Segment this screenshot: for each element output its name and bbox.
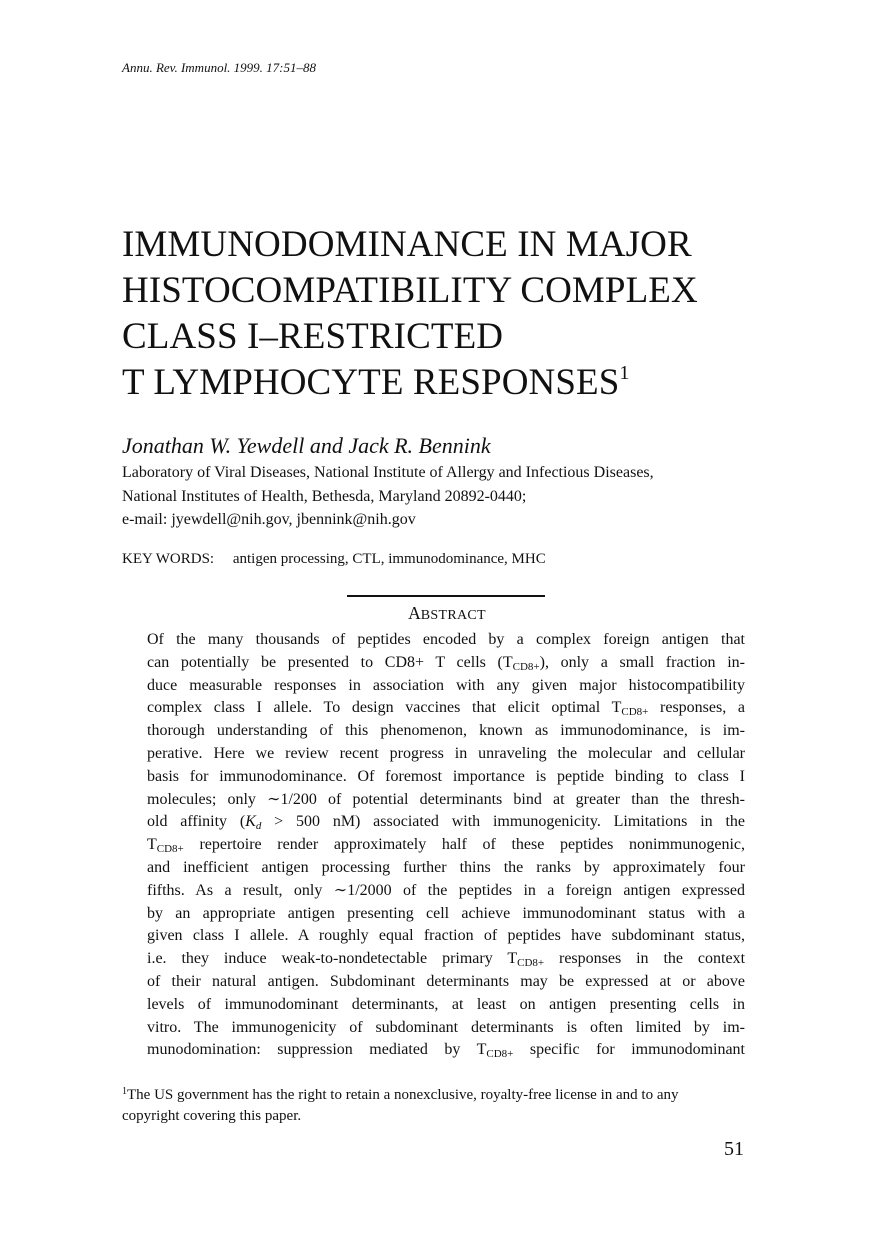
abstract-line: duce measurable responses in association with any given major histocompatibility [147,676,745,694]
kd-symbol: K [245,813,256,831]
abstract-text: responses in the context [544,950,746,968]
abstract-text: old affinity ( [147,813,246,831]
affiliation-line: National Institutes of Health, Bethesda, Maryland 20892-0440; [122,487,527,505]
page-number: 51 [724,1138,744,1160]
cd8-subscript: CD8+ [621,706,649,719]
authors: Jonathan W. Yewdell and Jack R. Bennink [122,433,491,458]
cd8-subscript: CD8+ [156,843,184,856]
title-footnote-mark: 1 [619,362,630,384]
abstract-text: repertoire render approximately half of these peptides nonimmunogenic, [183,836,745,854]
cd8-subscript: CD8+ [486,1048,514,1061]
footnote [122,1085,782,1127]
abstract-text: can potentially be presented to CD8+ T cells (T [147,653,513,671]
abstract-heading-rest: BSTRACT [420,608,486,623]
affiliation [122,461,654,532]
paper-title [122,222,698,406]
footnote-line: copyright covering this paper. [122,1108,302,1124]
abstract-text: ), only a small fraction in- [539,653,745,671]
affiliation-line: Laboratory of Viral Diseases, National Institute of Allergy and Infectious Diseases, [122,464,654,481]
abstract-line: molecules; only ∼1/200 of potential determinants bind at greater than the thresh- [147,790,745,808]
abstract-text: complex class I allele. To design vaccines that elicit optimal T [147,699,622,717]
keywords-label: KEY WORDS: [122,551,215,567]
abstract-line: levels of immunodominant determinants, at least on antigen presenting cells in [147,995,745,1013]
abstract-line: vitro. The immunogenicity of subdominant determinants is often limited by im- [147,1018,745,1036]
abstract-line: basis for immunodominance. Of foremost importance is peptide binding to class I [147,767,745,785]
abstract-body [147,629,745,1062]
abstract-text: T [147,836,157,854]
abstract-heading-initial: A [408,603,421,623]
title-line: IMMUNODOMINANCE IN MAJOR [122,224,692,265]
abstract-line: Of the many thousands of peptides encoded by a complex foreign antigen that [147,631,745,648]
title-line: HISTOCOMPATIBILITY COMPLEX [122,270,698,311]
title-line [122,360,698,406]
abstract-text: munodomination: suppression mediated by T [147,1041,487,1059]
footnote-text: The US government has the right to retain a nonexclusive, royalty-free license in and to any [127,1087,679,1103]
abstract-line [147,697,745,720]
abstract-line: of their natural antigen. Subdominant determinants may be expressed at or above [147,972,745,990]
abstract-text: specific for immunodominant [513,1041,746,1059]
abstract-line: fifths. As a result, only ∼1/2000 of the peptides in a foreign antigen expressed [147,881,745,899]
abstract-text: i.e. they induce weak-to-nondetectable primary T [147,950,518,968]
title-line: CLASS I–RESTRICTED [122,316,504,357]
title-line-text: T LYMPHOCYTE RESPONSES [122,362,620,403]
abstract-line [147,948,745,971]
journal-reference: Annu. Rev. Immunol. 1999. 17:51–88 [122,60,317,75]
abstract-line: and inefficient antigen processing further thins the ranks by approximately four [147,858,745,876]
abstract-line: perative. Here we review recent progress in unraveling the molecular and cellular [147,744,745,762]
kd-subscript-text: d [255,820,262,833]
email-line: e-mail: jyewdell@nih.gov, jbennink@nih.gov [122,511,416,528]
cd8-subscript: CD8+ [517,957,545,970]
footnote-mark: 1 [122,1086,127,1097]
abstract-text: responses, a [648,699,745,717]
abstract-line: given class I allele. A roughly equal fraction of peptides have subdominant status, [147,927,745,945]
abstract-line: thorough understanding of this phenomenon, known as immunodominance, is im- [147,722,745,740]
abstract-line: by an appropriate antigen presenting cell achieve immunodominant status with a [147,904,745,922]
keywords [122,551,546,568]
abstract-line [147,811,745,834]
abstract-rule [347,595,545,597]
abstract-line [147,834,745,857]
keywords-text: antigen processing, CTL, immunodominance, MHC [232,551,546,567]
abstract-heading [0,603,894,624]
abstract-text: > 500 nM) associated with immunogenicity. Limitations in the [261,813,746,831]
abstract-line [147,652,745,675]
cd8-subscript: CD8+ [512,660,540,673]
footnote-line [122,1085,782,1106]
abstract-line [147,1039,745,1062]
